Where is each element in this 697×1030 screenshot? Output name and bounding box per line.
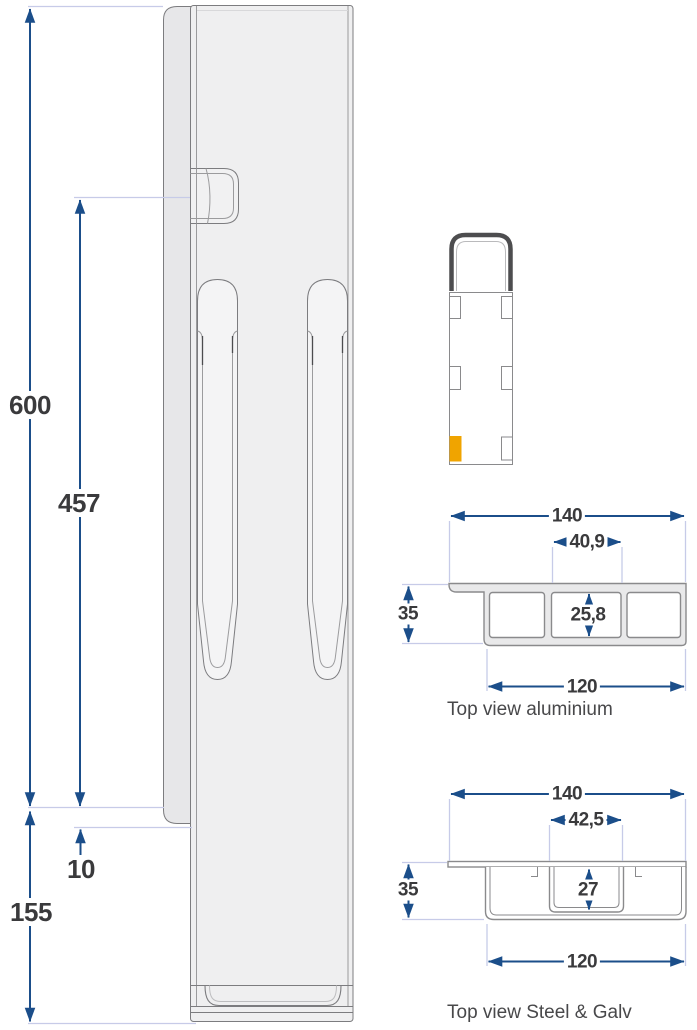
steel-slot-depth-label: 27 [575,879,601,900]
steel-height-label: 35 [395,880,421,901]
alu-inner-width-label: 120 [564,676,600,697]
steel-outer-width-label: 140 [549,784,585,805]
slot-right [308,280,348,680]
front-view-drawing [450,235,513,465]
slot-left [198,280,238,680]
back-plate [164,7,193,824]
latch-tab [191,169,239,224]
dim-upper-height-label: 457 [55,489,103,517]
alu-height-label: 35 [395,604,421,625]
steel-section-drawing [448,862,686,920]
steel-profile-plate [448,862,686,868]
dim-plate-offset-label: 10 [64,855,98,883]
alu-slot-width-label: 40,9 [567,532,608,553]
steel-slot-width-label: 42,5 [566,810,607,831]
caption-top-view-aluminium: Top view aluminium [447,699,613,720]
orange-marker [450,436,462,462]
caption-top-view-steel: Top view Steel & Galv [447,1002,632,1023]
steel-inner-width-label: 120 [564,951,600,972]
alu-outer-width-label: 140 [549,505,585,526]
alu-slot-depth-label: 25,8 [568,605,609,626]
side-view-drawing [164,6,354,1022]
dim-base-height-label: 155 [7,898,55,926]
dim-total-height-label: 600 [6,391,54,419]
